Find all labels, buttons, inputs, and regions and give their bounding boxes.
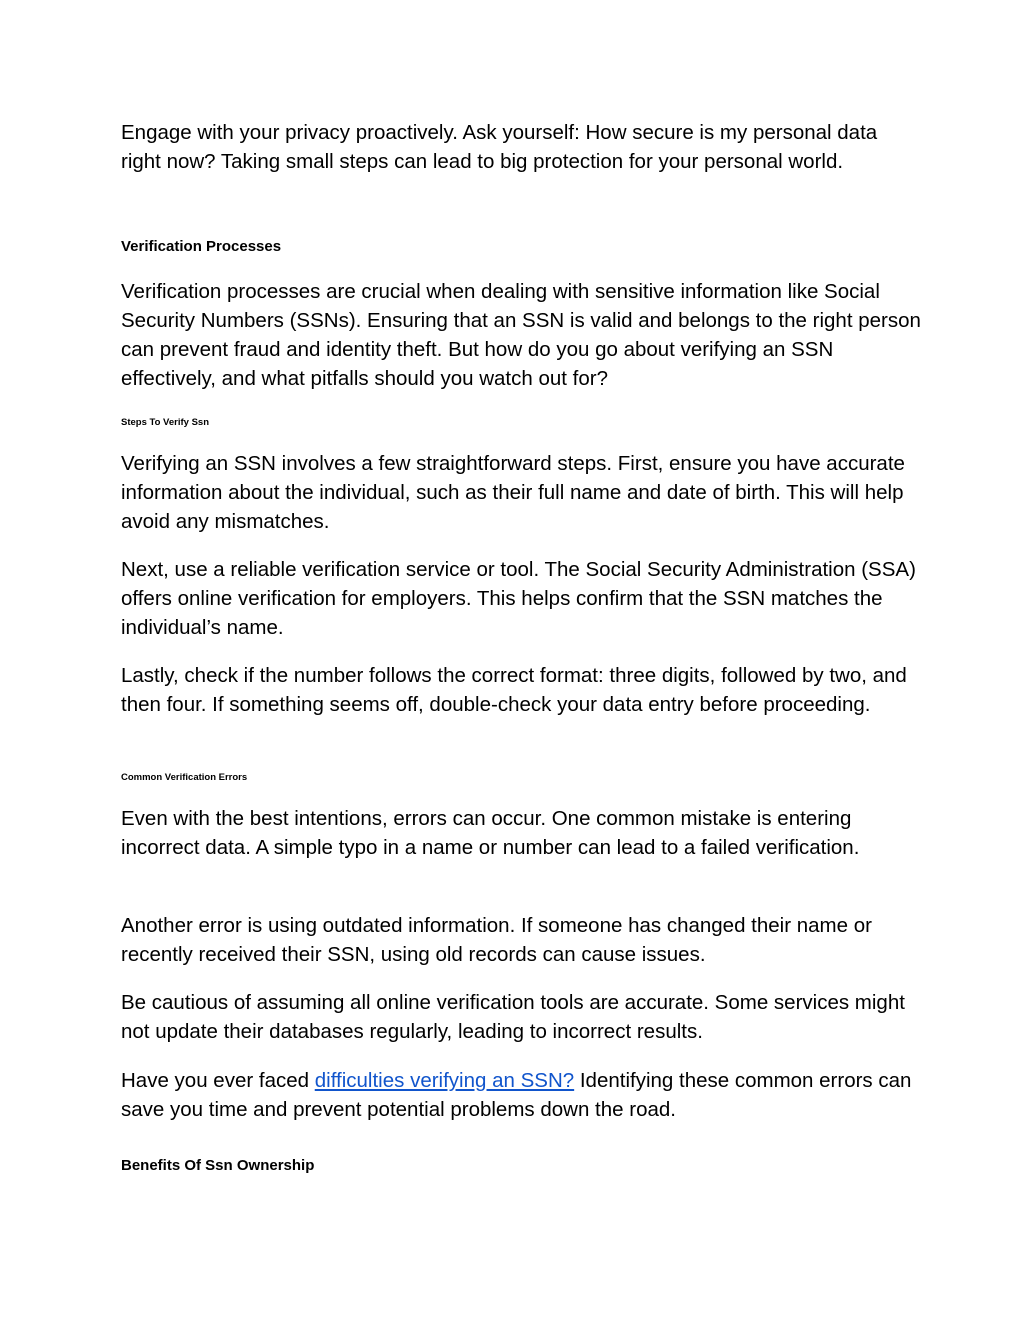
- errors-paragraph-1: Even with the best intentions, errors can occur. One common mistake is entering incorrect data. A simple typo in a name or number can lead to a failed verification.: [121, 807, 860, 859]
- heading-common-verification-errors: Common Verification Errors: [121, 772, 248, 783]
- closing-text-after-link: Identifying these common errors can save you time and prevent potential problems down the road.: [121, 1069, 912, 1121]
- heading-verification-processes: Verification Processes: [121, 238, 282, 255]
- intro-paragraph: Engage with your privacy proactively. Ask yourself: How secure is my personal data right now? Taking small steps can lead to big protection for your personal world.: [121, 121, 878, 173]
- steps-paragraph-2: Next, use a reliable verification service or tool. The Social Security Administration (SSA) offers online verification for employers. This helps confirm that the SSN matches the individual’s name.: [121, 558, 916, 639]
- difficulties-verifying-ssn-link[interactable]: difficulties verifying an SSN?: [314, 1069, 575, 1092]
- heading-steps-to-verify-ssn: Steps To Verify Ssn: [121, 417, 209, 428]
- steps-paragraph-1: Verifying an SSN involves a few straightforward steps. First, ensure you have accurate information about the individual, such as their full name and date of birth. This will help avoid any mismatches.: [121, 452, 905, 533]
- errors-paragraph-3: Be cautious of assuming all online verification tools are accurate. Some services might not update their databases regularly, leading to incorrect results.: [121, 991, 905, 1043]
- verification-processes-paragraph: Verification processes are crucial when dealing with sensitive information like Social Security Numbers (SSNs). Ensuring that an SSN is valid and belongs to the right person can prevent fraud and identity theft. But how do you go about verifying an SSN effectively, and what pitfalls should you watch out for?: [121, 280, 921, 390]
- steps-paragraph-3: Lastly, check if the number follows the correct format: three digits, followed by two, and then four. If something seems off, double-check your data entry before proceeding.: [121, 664, 907, 716]
- errors-closing-paragraph: [121, 1066, 921, 1124]
- errors-paragraph-2: Another error is using outdated information. If someone has changed their name or recently received their SSN, using old records can cause issues.: [121, 914, 872, 966]
- closing-text-before-link: Have you ever faced: [121, 1069, 315, 1092]
- heading-benefits-of-ssn-ownership: Benefits Of Ssn Ownership: [121, 1157, 315, 1174]
